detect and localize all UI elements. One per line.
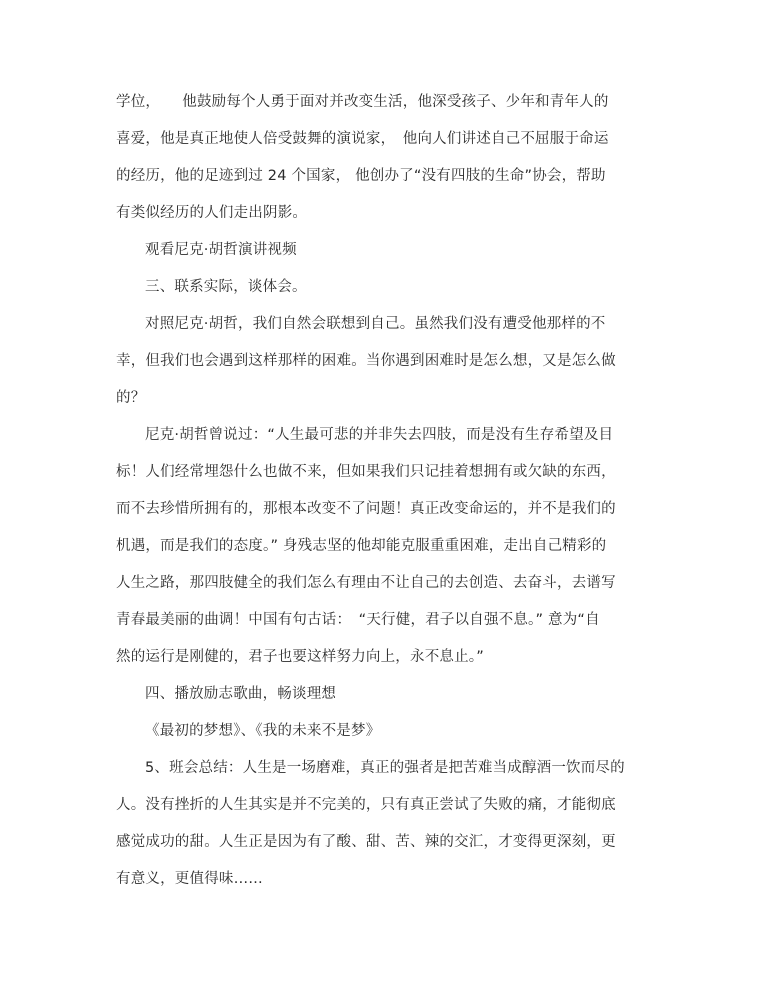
text-line: 喜爱，他是真正地使人倍受鼓舞的演说家， 他向人们讲述自己不屈服于命运 [116, 131, 609, 147]
text-line: 幸，但我们也会遇到这样那样的困难。当你遇到困难时是怎么想，又是怎么做 [116, 353, 616, 369]
text-line: 而不去珍惜所拥有的，那根本改变不了问题！真正改变命运的，并不是我们的 [116, 501, 616, 517]
text-line: 尼克·胡哲曾说过：“人生最可悲的并非失去四肢，而是没有生存希望及目 [145, 427, 614, 443]
section-heading: 5、班会总结：人生是一场磨难，真正的强者是把苦难当成醇酒一饮而尽的 [145, 760, 625, 776]
text-line: 对照尼克·胡哲，我们自然会联想到自己。虽然我们没有遭受他那样的不 [145, 316, 606, 332]
text-line: 观看尼克·胡哲演讲视频 [145, 242, 297, 258]
text-line: 《最初的梦想》、《我的未来不是梦》 [145, 723, 381, 739]
text-line: 的？ [116, 390, 146, 406]
text-line: 标！人们经常埋怨什么也做不来，但如果我们只记挂着想拥有或欠缺的东西， [116, 464, 616, 480]
text-line: 机遇，而是我们的态度。” 身残志坚的他却能克服重重困难，走出自己精彩的 [116, 538, 607, 554]
text-line: 感觉成功的甜。人生正是因为有了酸、甜、苦、辣的交汇，才变得更深刻，更 [116, 834, 616, 850]
text-line: 人生之路，那四肢健全的我们怎么有理由不让自己的去创造、去奋斗，去谱写 [116, 575, 616, 591]
text-line: 学位， 他鼓励每个人勇于面对并改变生活，他深受孩子、少年和青年人的 [116, 94, 609, 110]
text-line: 有意义，更值得味…… [116, 871, 263, 887]
text-line: 然的运行是刚健的，君子也要这样努力向上，永不息止。” [116, 649, 484, 665]
text-line: 人。没有挫折的人生其实是并不完美的，只有真正尝试了失败的痛，才能彻底 [116, 797, 616, 813]
section-heading: 三、联系实际，谈体会。 [145, 279, 307, 295]
text-line: 有类似经历的人们走出阴影。 [116, 205, 308, 221]
text-line: 青春最美丽的曲调！中国有句古话： “天行健，君子以自强不息。” 意为“自 [116, 612, 600, 628]
section-heading: 四、播放励志歌曲，畅谈理想 [145, 686, 337, 702]
text-line: 的经历，他的足迹到过 24 个国家， 他创办了“没有四肢的生命”协会，帮助 [116, 168, 606, 184]
